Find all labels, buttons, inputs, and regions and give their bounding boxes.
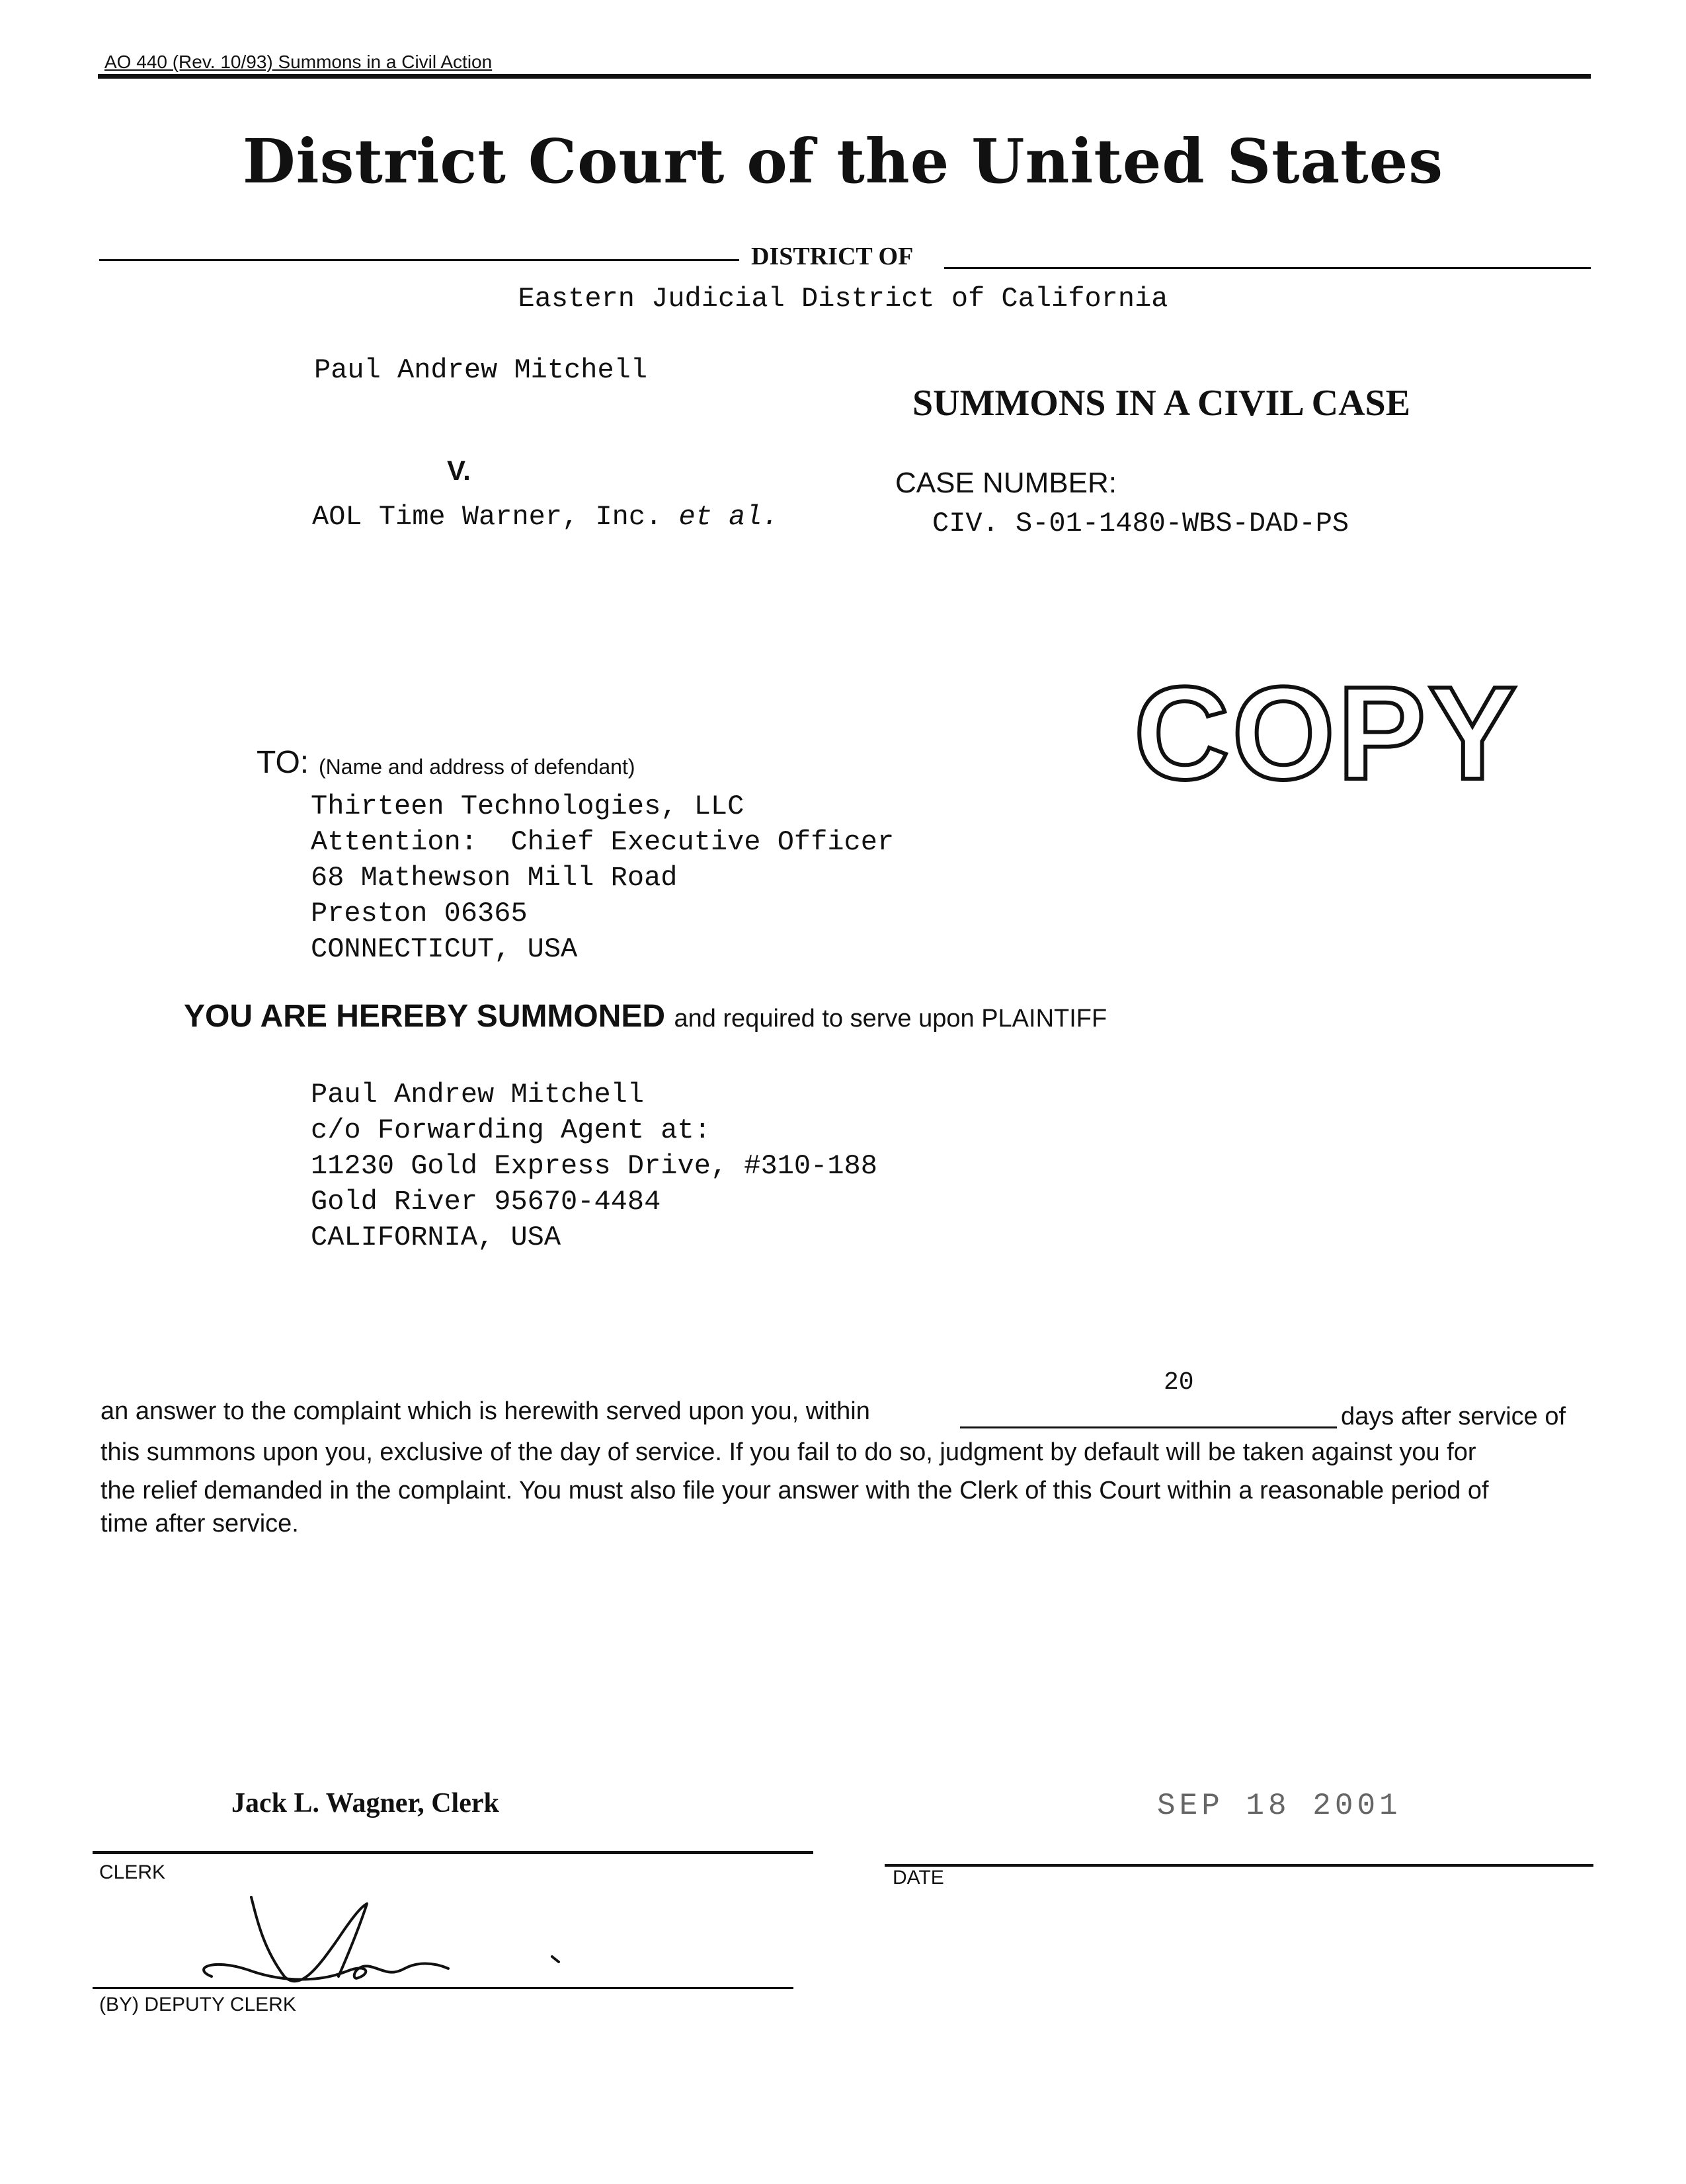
summoned-rest: and required to serve upon PLAINTIFF — [674, 1005, 1107, 1033]
clerk-name: Jack L. Wagner, Clerk — [231, 1788, 499, 1818]
days-value: 20 — [1164, 1368, 1194, 1397]
summoned-statement — [184, 998, 1107, 1034]
plaintiff-address-line: Gold River 95670-4484 — [311, 1186, 661, 1218]
defendant-address-line: CONNECTICUT, USA — [311, 933, 578, 965]
paragraph-line4: time after service. — [100, 1510, 299, 1538]
plaintiff-name: Paul Andrew Mitchell — [314, 354, 648, 386]
plaintiff-address-line: c/o Forwarding Agent at: — [311, 1114, 711, 1146]
district-rule-right — [944, 267, 1591, 269]
defendant-name — [312, 501, 779, 533]
date-stamp: SEP 18 2001 — [1157, 1789, 1402, 1823]
versus-label: V. — [447, 455, 471, 486]
deputy-clerk-label: (BY) DEPUTY CLERK — [99, 1994, 296, 2015]
defendant-name-text: AOL Time Warner, Inc. — [312, 501, 662, 533]
district-name: Eastern Judicial District of California — [518, 283, 1168, 315]
defendant-address-line: 68 Mathewson Mill Road — [311, 862, 678, 894]
clerk-rule — [93, 1851, 813, 1854]
defendant-address-line: Preston 06365 — [311, 898, 528, 929]
header-rule — [98, 74, 1591, 79]
to-sublabel: (Name and address of defendant) — [319, 755, 635, 779]
deputy-rule — [93, 1987, 793, 1989]
paragraph-line1b: days after service of — [1341, 1403, 1566, 1430]
form-identifier: AO 440 (Rev. 10/93) Summons in a Civil Action — [104, 52, 493, 72]
court-title: District Court of the United States — [242, 126, 1444, 197]
days-blank-rule — [960, 1426, 1337, 1428]
plaintiff-address-line: Paul Andrew Mitchell — [311, 1079, 645, 1111]
clerk-label: CLERK — [99, 1861, 166, 1883]
summoned-bold: YOU ARE HEREBY SUMMONED — [184, 999, 666, 1034]
deputy-signature — [185, 1877, 595, 2009]
district-rule-left — [99, 259, 739, 261]
copy-stamp: COPY — [1134, 660, 1519, 807]
plaintiff-address-line: CALIFORNIA, USA — [311, 1222, 561, 1253]
to-label: TO: — [257, 745, 309, 780]
paragraph-line3: the relief demanded in the complaint. You must also file your answer with the Clerk of this Court within a reasonable period of — [100, 1477, 1489, 1504]
paragraph-line1a: an answer to the complaint which is herewith served upon you, within — [100, 1397, 870, 1425]
case-number-label: CASE NUMBER: — [895, 467, 1117, 499]
case-number: CIV. S-01-1480-WBS-DAD-PS — [932, 508, 1349, 539]
district-label: DISTRICT OF — [751, 243, 914, 270]
defendant-suffix: et al. — [678, 501, 779, 533]
defendant-address-line: Attention: Chief Executive Officer — [311, 826, 895, 858]
paragraph-line2: this summons upon you, exclusive of the day of service. If you fail to do so, judgment by default will be taken against you for — [100, 1438, 1476, 1466]
summons-heading: SUMMONS IN A CIVIL CASE — [912, 383, 1411, 424]
date-rule — [885, 1864, 1593, 1867]
defendant-address-line: Thirteen Technologies, LLC — [311, 791, 744, 822]
plaintiff-address-line: 11230 Gold Express Drive, #310-188 — [311, 1150, 877, 1182]
date-label: DATE — [893, 1867, 944, 1889]
